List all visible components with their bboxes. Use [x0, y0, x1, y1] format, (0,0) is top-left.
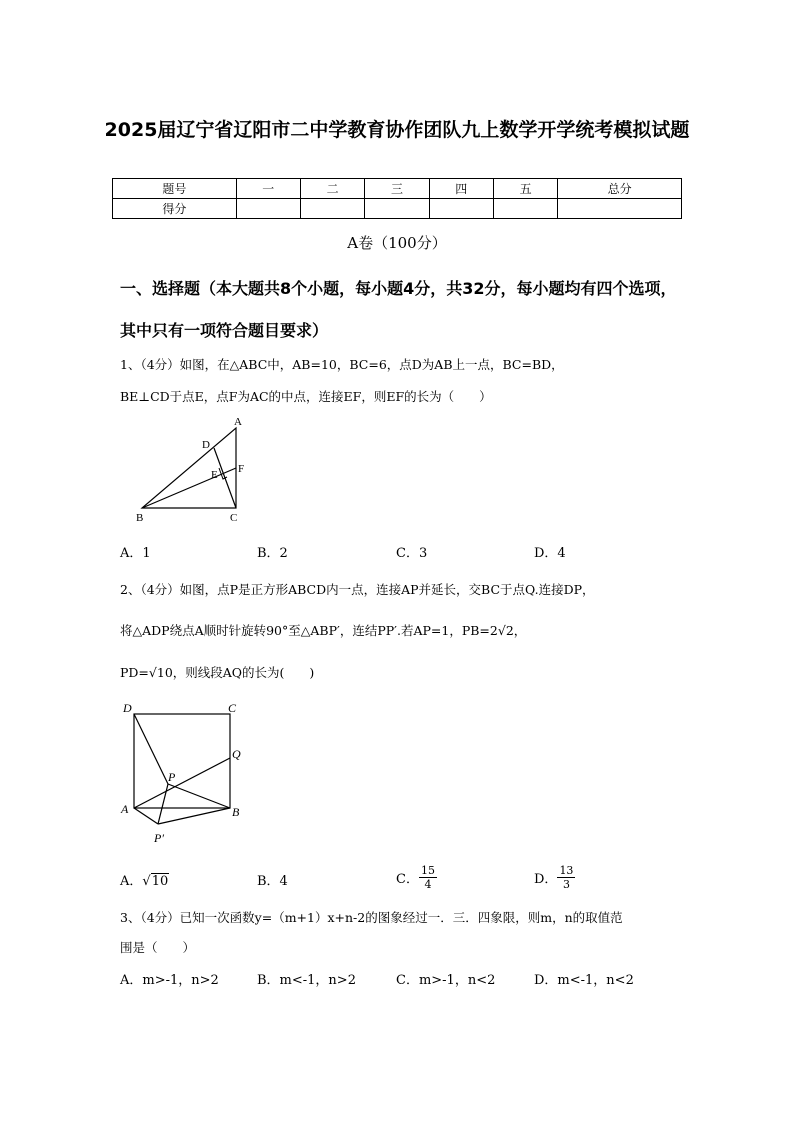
question-2-number: 2、（4分）	[120, 582, 180, 597]
segment-be	[142, 474, 222, 508]
segment-p2b	[158, 808, 230, 824]
q2-option-a-radicand: 10	[151, 874, 169, 889]
score-cell[interactable]	[429, 199, 493, 219]
q1-option-c[interactable]: C．3	[396, 546, 428, 561]
question-2-line-2: 将△ADP绕点A顺时针旋转90°至△ABP′，连结PP′.若AP=1，PB=2√2，	[120, 623, 527, 638]
label-c: C	[230, 512, 238, 524]
q3-option-a[interactable]: A．m>-1，n>2	[120, 973, 219, 988]
label-b: B	[232, 805, 240, 819]
label-d: D	[202, 439, 210, 451]
fraction-numerator: 15	[420, 864, 435, 877]
score-header-cell: 总分	[558, 179, 682, 199]
question-2-options	[120, 864, 680, 896]
score-header-cell: 一	[236, 179, 300, 199]
q2-option-c-label: C．	[396, 872, 419, 887]
q3-option-c[interactable]: C．m>-1，n<2	[396, 973, 496, 988]
q2-option-d[interactable]	[534, 864, 575, 891]
fraction-denominator: 3	[562, 878, 570, 891]
label-f: F	[238, 463, 245, 475]
section-heading: 一、选择题（本大题共8个小题，每小题4分，共32分，每小题均有四个选项，其中只有一项符合题目要求）	[120, 279, 677, 340]
square-abcd	[134, 714, 230, 808]
q2-option-a-label: A．	[120, 874, 143, 889]
label-d: D	[123, 701, 132, 715]
segment-dp	[134, 714, 168, 784]
page-title: 2025届辽宁省辽阳市二中学教育协作团队九上数学开学统考模拟试题	[104, 119, 690, 141]
q3-option-d[interactable]: D．m<-1，n<2	[534, 973, 634, 988]
question-2-figure	[118, 698, 253, 850]
label-a: A	[121, 802, 129, 816]
question-3-number: 3、（4分）	[120, 910, 180, 925]
score-header-cell: 三	[365, 179, 429, 199]
q2-option-b[interactable]: B．4	[257, 874, 288, 889]
q2-option-a[interactable]	[120, 870, 169, 889]
score-row-label: 得分	[113, 199, 237, 219]
q2-option-d-fraction	[557, 864, 575, 891]
question-1-figure	[130, 412, 260, 527]
fraction-denominator: 4	[424, 878, 432, 891]
label-p-prime: P′	[154, 831, 164, 845]
label-e: E	[211, 469, 218, 481]
label-c: C	[228, 701, 237, 715]
question-2-line-3: PD=√10，则线段AQ的长为( )	[120, 665, 315, 680]
score-cell[interactable]	[558, 199, 682, 219]
question-3-line-1	[120, 908, 690, 926]
question-3-text-1: 已知一次函数y=（m+1）x+n-2的图象经过一．三．四象限，则m，n的取值范	[179, 910, 623, 925]
segment-ef	[222, 468, 236, 474]
segment-aq	[134, 758, 230, 808]
score-header-cell: 四	[429, 179, 493, 199]
score-header-cell: 二	[300, 179, 364, 199]
score-table-header-row	[113, 179, 682, 199]
question-1-line-1	[120, 355, 690, 373]
q2-option-d-label: D．	[534, 872, 558, 887]
score-cell[interactable]	[493, 199, 557, 219]
label-p: P	[168, 770, 176, 784]
fraction-numerator: 13	[559, 864, 574, 877]
score-cell[interactable]	[300, 199, 364, 219]
segment-ap2	[134, 808, 158, 824]
q3-option-b[interactable]: B．m<-1，n>2	[257, 973, 356, 988]
label-q: Q	[232, 747, 241, 761]
label-b: B	[136, 512, 144, 524]
question-1-text-1: 如图，在△ABC中，AB=10，BC=6，点D为AB上一点，BC=BD，	[179, 357, 564, 372]
volume-heading: A卷（100分）	[347, 234, 447, 252]
segment-pp2	[158, 784, 168, 824]
score-table	[112, 178, 682, 219]
q1-option-d[interactable]: D．4	[534, 546, 566, 561]
q2-option-c[interactable]	[396, 864, 437, 891]
question-1-line-2: BE⊥CD于点E，点F为AC的中点，连接EF，则EF的长为（ ）	[120, 389, 492, 404]
segment-pb	[168, 784, 230, 808]
question-3-line-2: 围是（ ）	[120, 940, 196, 955]
score-table-score-row	[113, 199, 682, 219]
score-cell[interactable]	[236, 199, 300, 219]
score-header-cell: 五	[493, 179, 557, 199]
q1-option-a[interactable]: A．1	[120, 546, 151, 561]
q1-option-b[interactable]: B．2	[257, 546, 288, 561]
sqrt-symbol: √	[142, 874, 151, 889]
q2-option-c-fraction	[419, 864, 437, 891]
question-2-text-1: 如图，点P是正方形ABCD内一点，连接AP并延长，交BC于点Q.连接DP，	[179, 582, 595, 597]
score-cell[interactable]	[365, 199, 429, 219]
question-1-number: 1、（4分）	[120, 357, 180, 372]
question-2-line-1	[120, 580, 690, 598]
score-header-cell: 题号	[113, 179, 237, 199]
label-a: A	[234, 416, 242, 428]
